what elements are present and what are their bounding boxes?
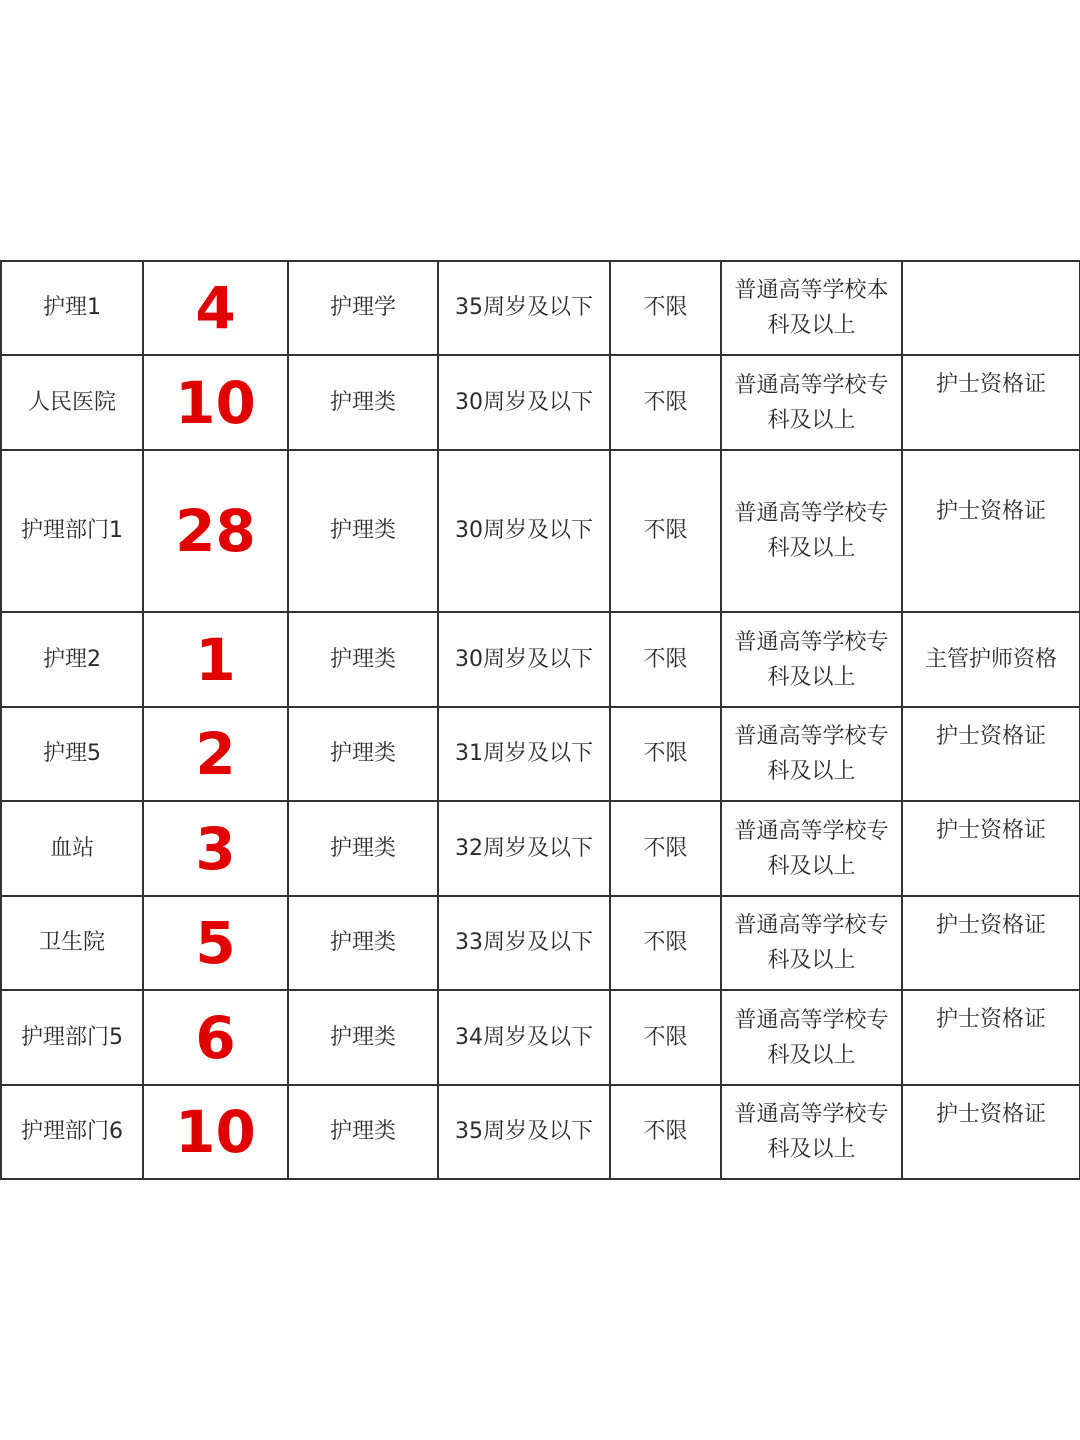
count-cell: 2 (143, 707, 288, 801)
recruitment-table-container (0, 260, 1080, 1180)
education-cell (721, 896, 902, 990)
dept-cell: 护理5 (1, 707, 143, 801)
count-cell: 10 (143, 1085, 288, 1179)
major-cell: 护理类 (288, 450, 438, 612)
major-cell: 护理类 (288, 707, 438, 801)
education-line2: 科及以上 (767, 1137, 856, 1162)
education-cell (721, 261, 902, 355)
dept-cell: 护理2 (1, 612, 143, 707)
count-cell: 4 (143, 261, 288, 355)
age-cell: 31周岁及以下 (438, 707, 610, 801)
other-cell: 不限 (610, 1085, 721, 1179)
other-cell: 不限 (610, 801, 721, 896)
education-line1: 普通高等学校专 (734, 1007, 889, 1033)
certificate-cell: 护士资格证 (902, 990, 1080, 1085)
major-cell: 护理类 (288, 355, 438, 450)
major-cell: 护理学 (288, 261, 438, 355)
education-line1: 普通高等学校专 (734, 501, 889, 526)
major-cell: 护理类 (288, 612, 438, 707)
certificate-cell: 主管护师资格 (902, 612, 1080, 707)
dept-cell: 血站 (1, 801, 143, 896)
certificate-cell (902, 261, 1080, 355)
education-line1: 普通高等学校专 (734, 1102, 889, 1127)
age-cell: 34周岁及以下 (438, 990, 610, 1085)
education-cell (721, 612, 902, 707)
age-cell: 35周岁及以下 (438, 1085, 610, 1179)
other-cell: 不限 (610, 896, 721, 990)
count-cell: 6 (143, 990, 288, 1085)
education-line2: 科及以上 (767, 407, 856, 433)
age-cell: 30周岁及以下 (438, 355, 610, 450)
certificate-cell: 护士资格证 (902, 450, 1080, 612)
count-cell: 5 (143, 896, 288, 990)
education-line1: 普通高等学校专 (734, 724, 889, 749)
count-cell: 1 (143, 612, 288, 707)
dept-cell: 卫生院 (1, 896, 143, 990)
table-row (1, 1085, 1080, 1179)
age-cell: 32周岁及以下 (438, 801, 610, 896)
education-line1: 普通高等学校本 (734, 278, 889, 303)
certificate-cell: 护士资格证 (902, 355, 1080, 450)
education-line2: 科及以上 (767, 759, 856, 784)
education-cell (721, 355, 902, 450)
table-row (1, 355, 1080, 450)
education-line1: 普通高等学校专 (734, 818, 889, 844)
certificate-cell: 护士资格证 (902, 707, 1080, 801)
education-line2: 科及以上 (767, 853, 856, 879)
education-line2: 科及以上 (767, 1042, 856, 1068)
table-row (1, 896, 1080, 990)
education-cell (721, 707, 902, 801)
age-cell: 33周岁及以下 (438, 896, 610, 990)
dept-cell: 护理1 (1, 261, 143, 355)
dept-cell: 护理部门1 (1, 450, 143, 612)
education-line1: 普通高等学校专 (734, 372, 889, 398)
education-line2: 科及以上 (767, 313, 856, 338)
certificate-cell: 护士资格证 (902, 896, 1080, 990)
table-row (1, 450, 1080, 612)
education-cell (721, 1085, 902, 1179)
other-cell: 不限 (610, 261, 721, 355)
education-line1: 普通高等学校专 (734, 629, 889, 655)
education-cell (721, 450, 902, 612)
age-cell: 30周岁及以下 (438, 612, 610, 707)
major-cell: 护理类 (288, 990, 438, 1085)
recruitment-table (0, 260, 1080, 1180)
dept-cell: 护理部门5 (1, 990, 143, 1085)
education-line2: 科及以上 (767, 536, 856, 561)
other-cell: 不限 (610, 707, 721, 801)
education-cell (721, 801, 902, 896)
table-row (1, 990, 1080, 1085)
other-cell: 不限 (610, 450, 721, 612)
count-cell: 10 (143, 355, 288, 450)
dept-cell: 人民医院 (1, 355, 143, 450)
certificate-cell: 护士资格证 (902, 801, 1080, 896)
education-cell (721, 990, 902, 1085)
education-line1: 普通高等学校专 (734, 913, 889, 938)
age-cell: 35周岁及以下 (438, 261, 610, 355)
major-cell: 护理类 (288, 1085, 438, 1179)
other-cell: 不限 (610, 990, 721, 1085)
age-cell: 30周岁及以下 (438, 450, 610, 612)
table-row (1, 261, 1080, 355)
major-cell: 护理类 (288, 801, 438, 896)
certificate-cell: 护士资格证 (902, 1085, 1080, 1179)
table-row (1, 612, 1080, 707)
education-line2: 科及以上 (767, 948, 856, 973)
other-cell: 不限 (610, 612, 721, 707)
dept-cell: 护理部门6 (1, 1085, 143, 1179)
count-cell: 28 (143, 450, 288, 612)
major-cell: 护理类 (288, 896, 438, 990)
count-cell: 3 (143, 801, 288, 896)
education-line2: 科及以上 (767, 664, 856, 690)
table-row (1, 707, 1080, 801)
table-row (1, 801, 1080, 896)
other-cell: 不限 (610, 355, 721, 450)
